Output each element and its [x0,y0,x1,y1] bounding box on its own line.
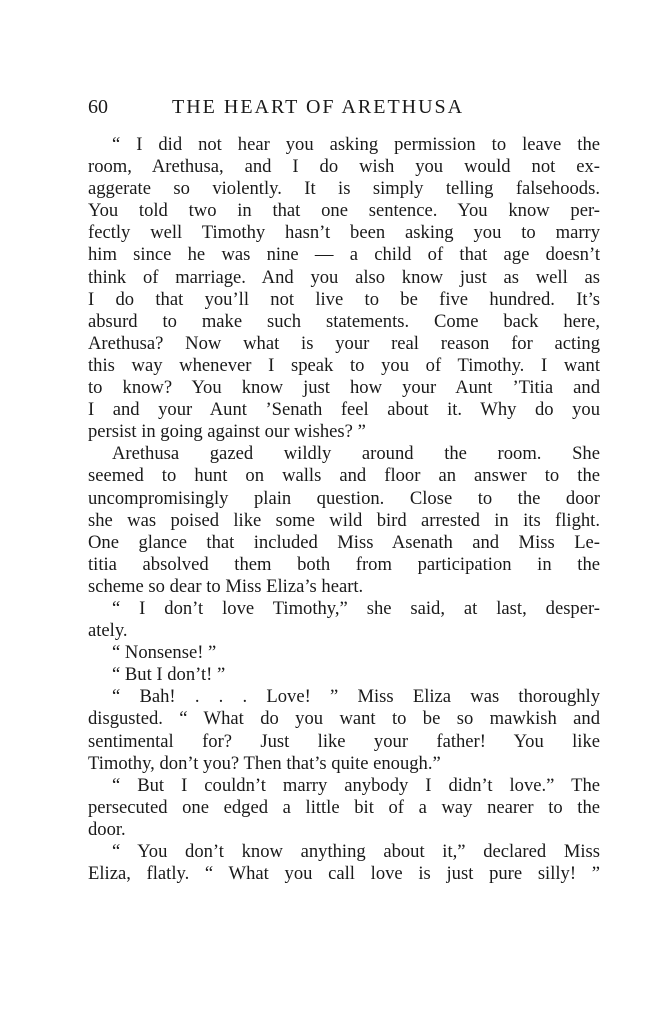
text-line: “ I did not hear you asking permission to leave the [112,134,600,155]
text-line: fectly well Timothy hasn’t been asking you to marry [88,222,600,244]
text-line: “ Nonsense! ” [112,642,217,664]
text-line: Timothy, don’t you? Then that’s quite enough.” [88,752,441,774]
book-page [88,96,600,885]
body-text [88,134,600,885]
text-line: I and your Aunt ’Senath feel about it. Why do you [88,399,600,421]
text-line: I do that you’ll not live to be five hundred. It’s [88,288,600,310]
text-line: “ Bah! . . . Love! ” Miss Eliza was thoroughly [112,686,600,708]
text-line: persecuted one edged a little bit of a way nearer to the [88,796,600,818]
text-line: room, Arethusa, and I do wish you would not ex- [88,156,600,178]
text-line: to know? You know just how your Aunt ’Titia and [88,377,600,399]
text-line: disgusted. “ What do you want to be so mawkish and [88,708,600,730]
running-head [88,96,600,126]
text-line: “ I don’t love Timothy,” she said, at last, desper- [112,597,600,619]
text-line: sentimental for? Just like your father! You like [88,730,600,752]
text-line: think of marriage. And you also know just as well as [88,266,600,288]
text-line: ately. [88,620,128,642]
text-line: Arethusa gazed wildly around the room. She [112,443,600,465]
text-line: uncompromisingly plain question. Close to the door [88,487,600,509]
text-line: You told two in that one sentence. You know per- [88,200,600,222]
text-line: him since he was nine — a child of that age doesn’t [88,244,600,266]
text-line: “ But I couldn’t marry anybody I didn’t love.” The [112,774,600,796]
text-line: “ But I don’t! ” [112,664,226,686]
text-line: absurd to make such statements. Come back here, [88,310,600,332]
text-line: One glance that included Miss Asenath and Miss Le- [88,531,600,553]
running-title: THE HEART OF ARETHUSA [172,96,465,118]
text-line: door. [88,818,126,840]
page-number: 60 [88,96,108,118]
text-line: aggerate so violently. It is simply telling falsehoods. [88,178,600,200]
text-line: scheme so dear to Miss Eliza’s heart. [88,575,364,597]
text-line: titia absolved them both from participation in the [88,553,600,575]
text-line: persist in going against our wishes? ” [88,421,366,443]
text-line: Arethusa? Now what is your real reason for acting [88,332,600,354]
text-line: she was poised like some wild bird arrested in its flight. [88,509,600,531]
text-line: “ You don’t know anything about it,” declared Miss [112,841,600,862]
text-line: seemed to hunt on walls and floor an answer to the [88,465,600,487]
text-line: this way whenever I speak to you of Timothy. I want [88,354,600,376]
text-line: Eliza, flatly. “ What you call love is just pure silly! ” [88,863,600,885]
